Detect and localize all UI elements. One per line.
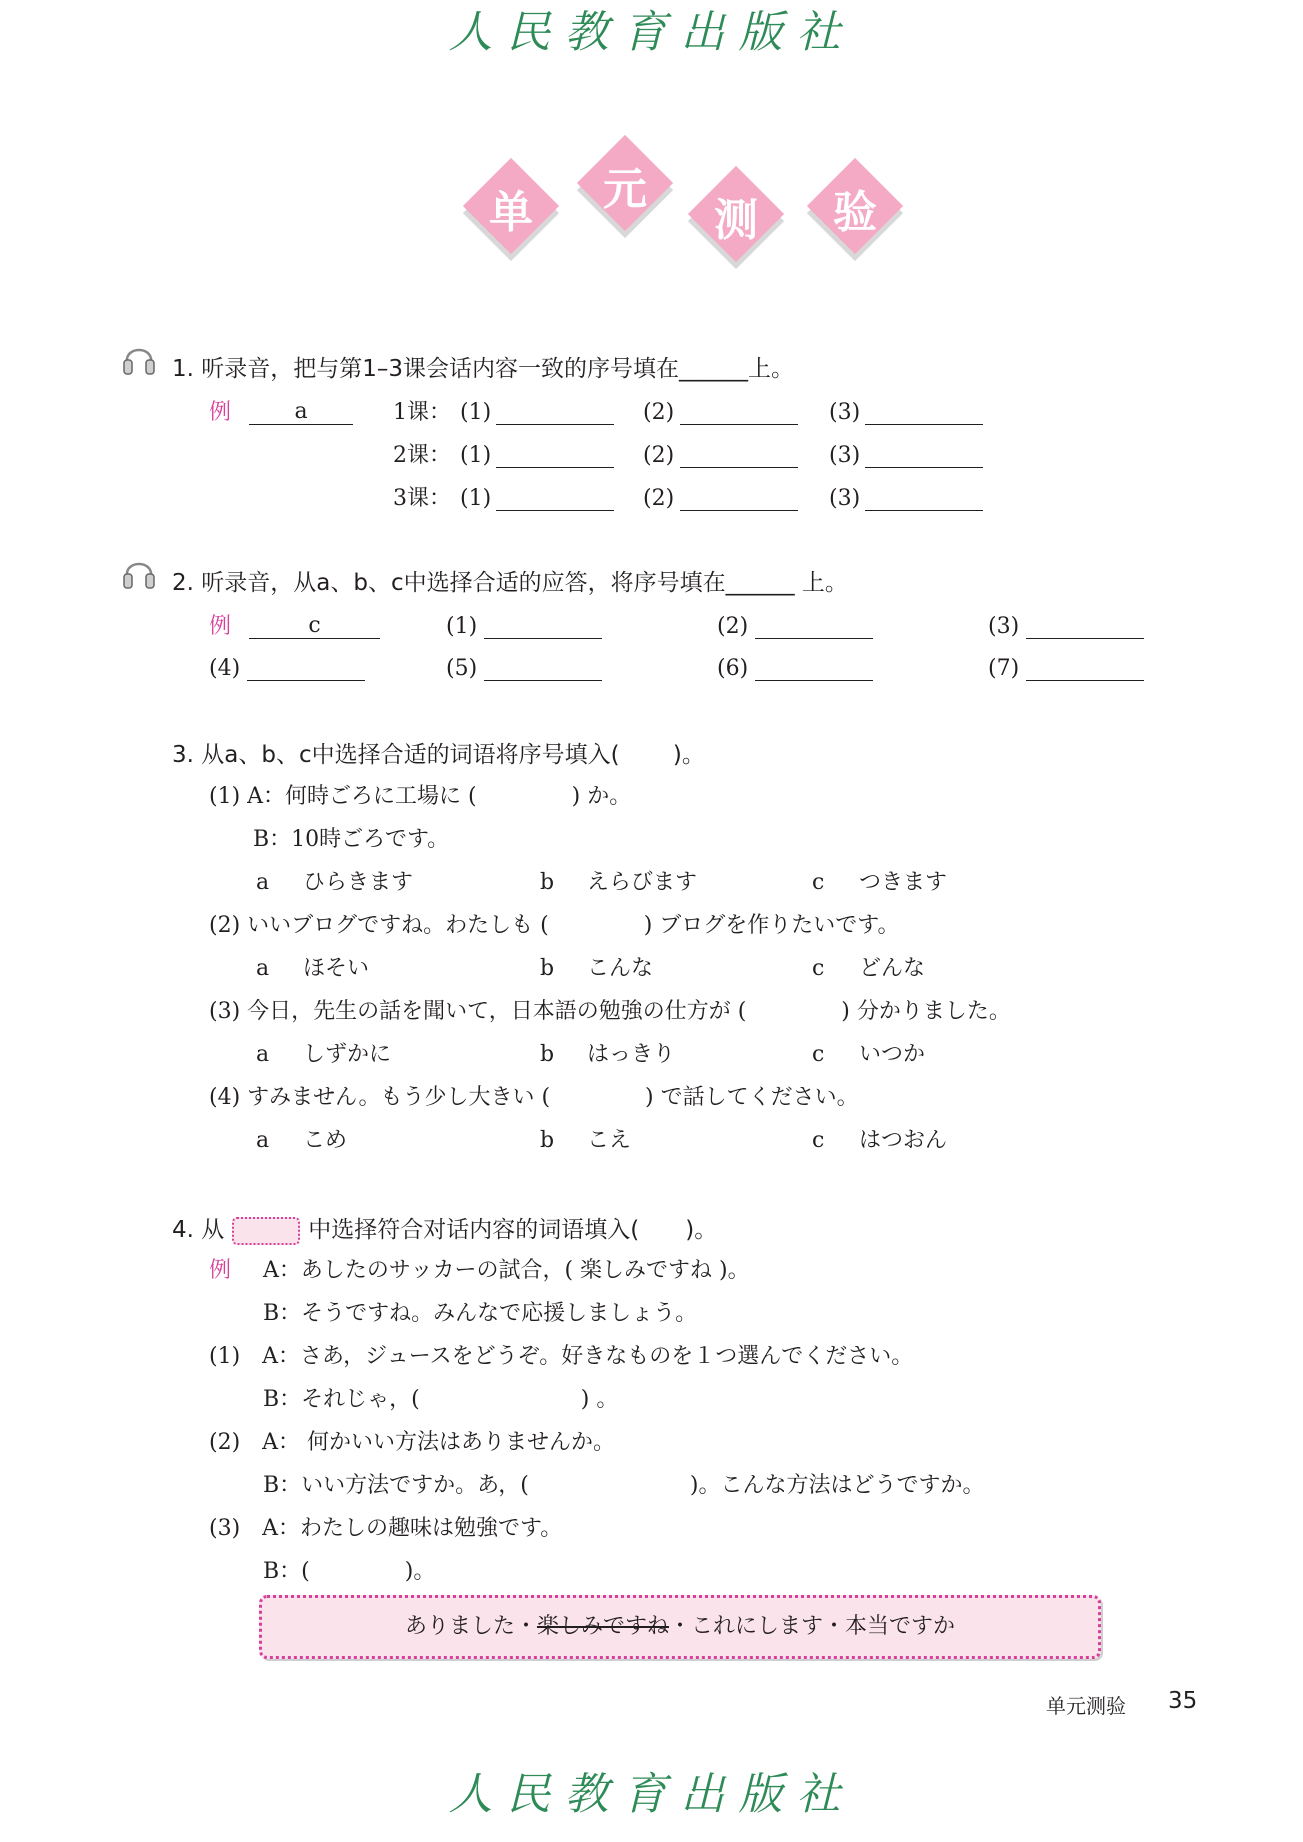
title-char-1: 单 (489, 187, 533, 238)
q3-question-line: (2) いいブログですね。わたしも ( ) ブログを作りたいです。 (209, 913, 900, 938)
q1-example-answer: a (249, 400, 353, 425)
q1-item-label: (2) (643, 400, 675, 425)
q3-option-text[interactable]: はっきり (587, 1042, 676, 1067)
title-char-4: 验 (833, 187, 877, 238)
q1-item-label: (2) (643, 443, 675, 468)
q1-answer-blank[interactable] (496, 402, 614, 425)
q3-option-letter: a (256, 1042, 270, 1067)
q2-answer-blank[interactable] (484, 658, 602, 681)
q1-answer-blank[interactable] (865, 488, 983, 511)
word-option-used: 楽しみですね (536, 1614, 669, 1639)
q4-dialogue-line: B：それじゃ，( ) 。 (263, 1387, 619, 1412)
q3-option-text[interactable]: こんな (587, 956, 654, 981)
q3-option-text[interactable]: つきます (859, 870, 948, 895)
q4-heading-suffix: 中选择符合对话内容的词语填入( )。 (308, 1217, 718, 1243)
publisher-logo-bottom: 人民教育出版社 (448, 1769, 855, 1820)
q3-option-letter: c (812, 870, 825, 895)
q1-example-label: 例 (209, 400, 232, 425)
q1-answer-blank[interactable] (496, 488, 614, 511)
footer-section-label: 单元测验 (1046, 1694, 1126, 1718)
q3-option-text[interactable]: はつおん (859, 1128, 948, 1153)
q3-question-line: (4) すみません。もう少し大きい ( ) で話してください。 (209, 1085, 859, 1110)
q3-option-text[interactable]: ひらきます (303, 870, 414, 895)
title-char-2: 元 (603, 164, 647, 215)
q3-option-text[interactable]: しずかに (303, 1042, 392, 1067)
publisher-logo-top: 人民教育出版社 (448, 7, 855, 58)
q2-item-label: (7) (988, 656, 1020, 681)
q4-heading-prefix: 4. 从 (172, 1217, 225, 1243)
q3-option-text[interactable]: こえ (587, 1128, 632, 1153)
q3-option-letter: b (540, 1128, 555, 1153)
q4-dialogue-line: A：あしたのサッカーの試合，( 楽しみですね )。 (263, 1258, 750, 1283)
q1-item-label: (3) (829, 486, 861, 511)
q2-answer-blank[interactable] (1026, 658, 1144, 681)
q1-answer-blank[interactable] (496, 445, 614, 468)
headphone-icon (122, 552, 156, 592)
q1-item-label: (1) (460, 400, 492, 425)
q3-option-text[interactable]: えらびます (587, 870, 698, 895)
q3-option-letter: a (256, 870, 270, 895)
q1-item-label: (2) (643, 486, 675, 511)
word-separator: ・ (668, 1614, 691, 1639)
word-option[interactable]: これにします (691, 1614, 824, 1639)
q3-question-line: B：10時ごろです。 (209, 827, 450, 852)
headphone-icon (122, 338, 156, 378)
q2-example-label: 例 (209, 614, 232, 639)
q3-heading: 3. 从a、b、c中选择合适的词语将序号填入( )。 (172, 742, 705, 768)
page-number: 35 (1168, 1688, 1198, 1714)
q1-lesson-label: 1课： (393, 400, 451, 425)
q3-option-text[interactable]: ほそい (303, 956, 370, 981)
word-box-icon (232, 1217, 300, 1245)
q1-answer-blank[interactable] (865, 402, 983, 425)
word-option[interactable]: 本当ですか (845, 1614, 956, 1639)
q1-lesson-label: 3课： (393, 486, 451, 511)
q4-word-box (259, 1595, 1101, 1659)
q3-option-text[interactable]: どんな (859, 956, 926, 981)
q4-dialogue-line: (1) A：さあ，ジュースをどうぞ。好きなものを１つ選んでください。 (209, 1344, 914, 1369)
q3-question-line: (3) 今日，先生の話を聞いて，日本語の勉強の仕方が ( ) 分かりました。 (209, 999, 1011, 1024)
q4-dialogue-line: (2) A： 何かいい方法はありませんか。 (209, 1430, 616, 1455)
q1-answer-blank[interactable] (680, 402, 798, 425)
q1-item-label: (1) (460, 443, 492, 468)
q4-example-label: 例 (209, 1258, 232, 1283)
q2-answer-blank[interactable] (1026, 616, 1144, 639)
q2-answer-blank[interactable] (755, 616, 873, 639)
word-separator: ・ (823, 1614, 846, 1639)
q1-lesson-label: 2课： (393, 443, 451, 468)
q1-answer-blank[interactable] (865, 445, 983, 468)
q3-option-letter: b (540, 1042, 555, 1067)
q4-heading (172, 1215, 717, 1245)
q1-answer-blank[interactable] (680, 445, 798, 468)
q1-answer-blank[interactable] (680, 488, 798, 511)
q2-item-label: (4) (209, 656, 241, 681)
q3-option-text[interactable]: こめ (303, 1128, 348, 1153)
q1-item-label: (1) (460, 486, 492, 511)
q4-dialogue-line: (3) A：わたしの趣味は勉強です。 (209, 1516, 563, 1541)
title-char-3: 测 (714, 195, 758, 246)
word-separator: ・ (514, 1614, 537, 1639)
q2-heading: 2. 听录音，从a、b、c中选择合适的应答，将序号填在______ 上。 (172, 570, 848, 596)
q1-heading: 1. 听录音，把与第1–3课会话内容一致的序号填在______上。 (172, 356, 795, 382)
q3-option-letter: c (812, 956, 825, 981)
q2-item-label: (5) (446, 656, 478, 681)
q3-option-text[interactable]: いつか (859, 1042, 926, 1067)
q4-dialogue-line: B：いい方法ですか。あ，( )。こんな方法はどうですか。 (263, 1473, 985, 1498)
q2-item-label: (6) (717, 656, 749, 681)
q2-example-answer: c (249, 614, 380, 639)
q2-answer-blank[interactable] (755, 658, 873, 681)
q3-option-letter: a (256, 956, 270, 981)
q3-question-line: (1) A：何時ごろに工場に ( ) か。 (209, 784, 632, 809)
q4-dialogue-line: B：そうですね。みんなで応援しましょう。 (263, 1301, 698, 1326)
q3-option-letter: c (812, 1128, 825, 1153)
q2-item-label: (3) (988, 614, 1020, 639)
q3-option-letter: b (540, 870, 555, 895)
q3-option-letter: b (540, 956, 555, 981)
q2-item-label: (1) (446, 614, 478, 639)
q2-answer-blank[interactable] (247, 658, 365, 681)
word-option[interactable]: ありました (404, 1614, 515, 1639)
q1-item-label: (3) (829, 400, 861, 425)
q3-option-letter: c (812, 1042, 825, 1067)
q2-answer-blank[interactable] (484, 616, 602, 639)
q3-option-letter: a (256, 1128, 270, 1153)
q1-item-label: (3) (829, 443, 861, 468)
q2-item-label: (2) (717, 614, 749, 639)
q4-dialogue-line: B：( )。 (263, 1559, 436, 1584)
